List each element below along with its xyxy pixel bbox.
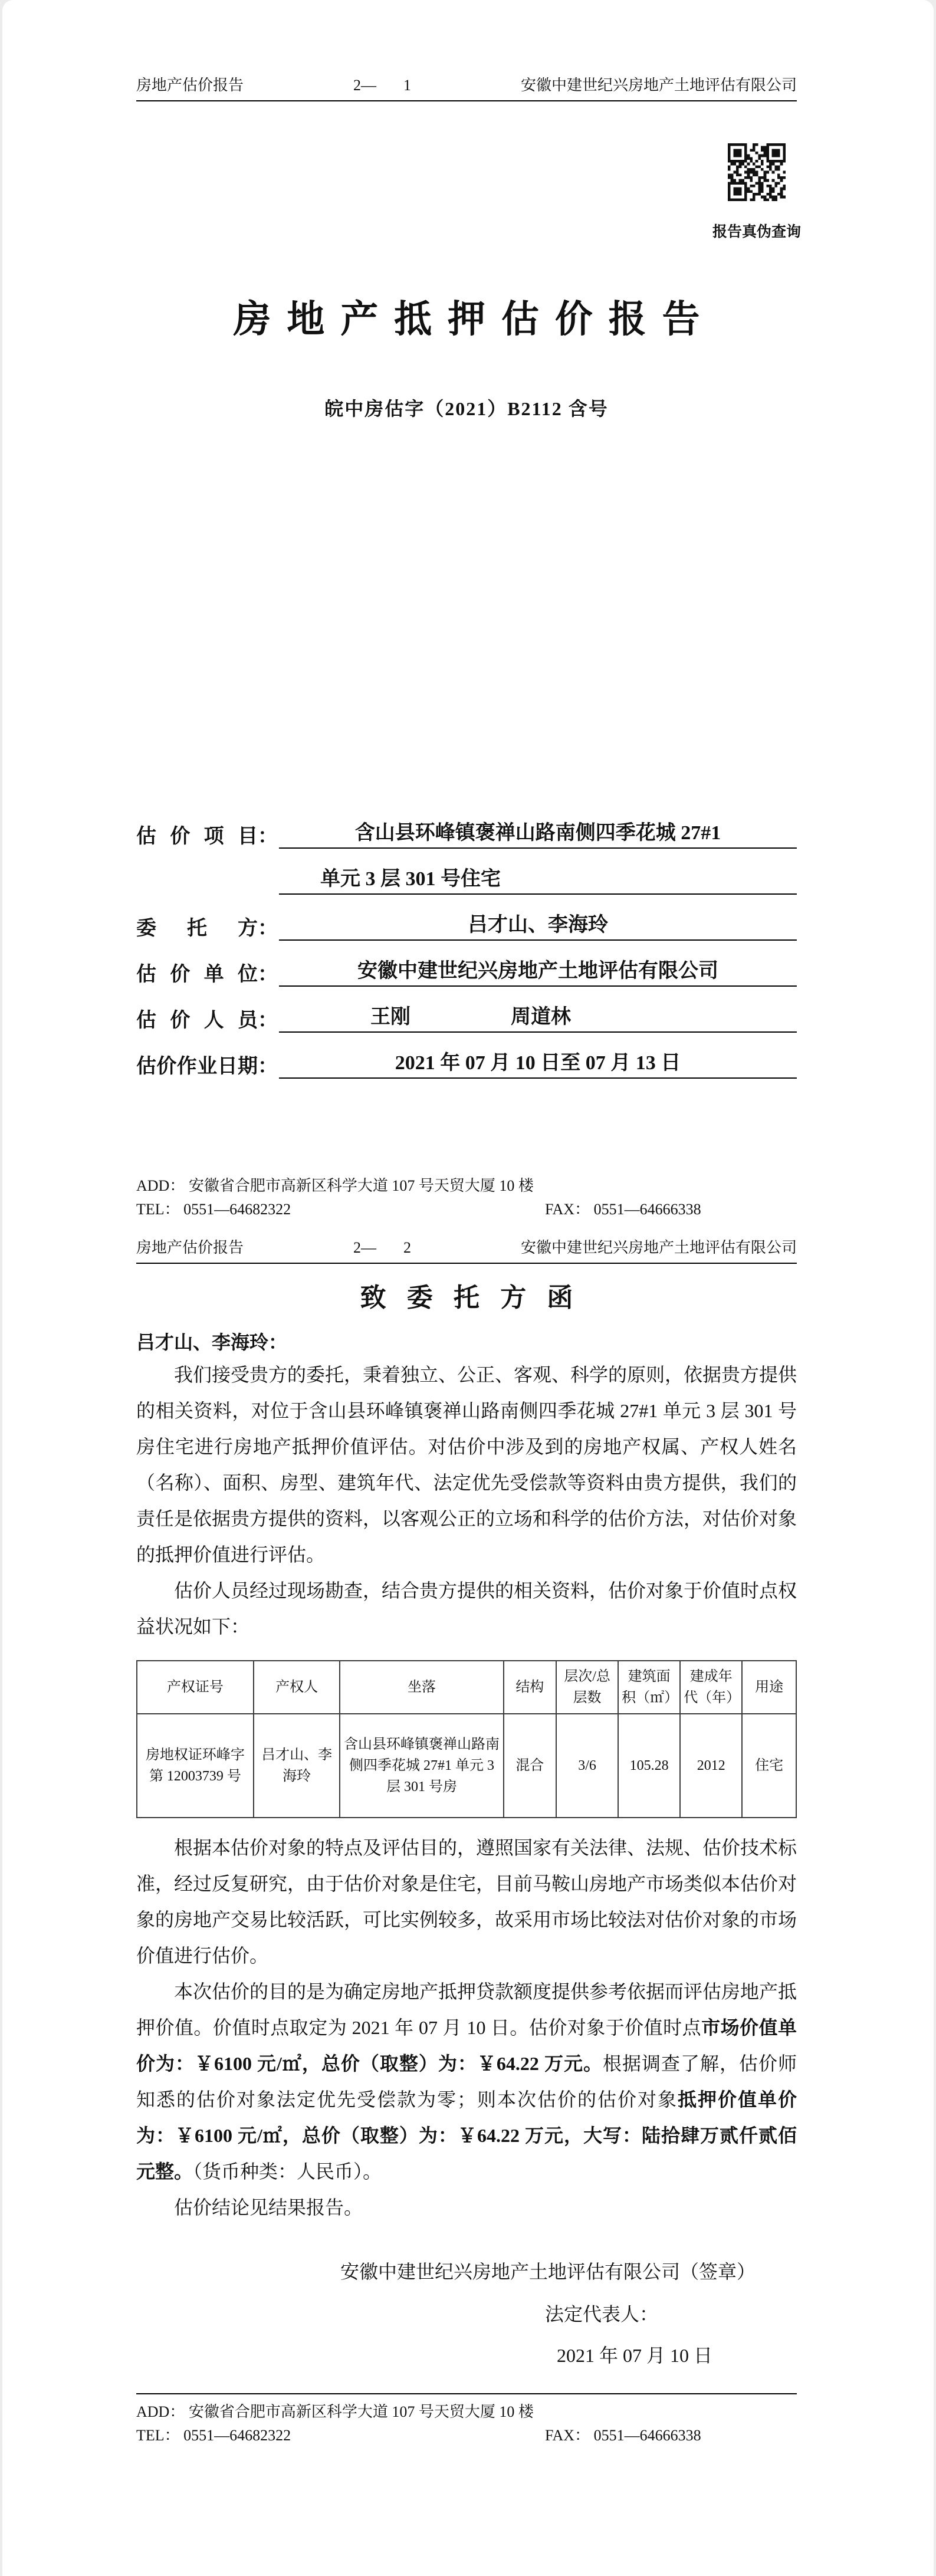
date-value: 2021 年 07 月 10 日至 07 月 13 日 [279, 1050, 797, 1079]
staff-values [279, 1004, 797, 1033]
agency-label: 估价单位 [136, 964, 258, 985]
property-rights-table [136, 1660, 797, 1818]
cell-owner: 吕才山、李海玲 [254, 1714, 340, 1818]
form-row-client [136, 895, 797, 941]
signature-block [136, 2259, 797, 2368]
paragraph-intro: 我们接受贵方的委托，秉着独立、公正、客观、科学的原则，依据贵方提供的相关资料，对位于含山县环峰镇褒禅山路南侧四季花城 27#1 单元 3 层 301 号房住宅进行房地产抵押价值评估。对估价中涉及到的房地产权属、产权人姓名（名称）、面积、房型、建筑年代、法定优先受偿款等资料由贵方提供，我们的责任是依据贵方提供的资料，以客观公正的立场和科学的估价方法，对估价对象的抵押价值进行评估。 [136, 1364, 797, 1565]
paragraph-conclusion: 估价结论见结果报告。 [174, 2197, 363, 2218]
signature-company: 安徽中建世纪兴房地产土地评估有限公司（签章） [340, 2261, 756, 2282]
result-segment-3: （货币种类：人民币）。 [193, 2161, 382, 2182]
header-page-number: 1 [403, 77, 411, 94]
header-company: 安徽中建世纪兴房地产土地评估有限公司 [520, 77, 797, 94]
col-area: 建筑面积（㎡） [618, 1661, 680, 1714]
footer-address: ADD： 安徽省合肥市高新区科学大道 107 号天贸大厦 10 楼 [136, 1177, 534, 1194]
client-value: 吕才山、李海玲 [279, 912, 797, 941]
project-label: 估价项目 [136, 826, 258, 847]
header-page-indicator [244, 1238, 521, 1258]
report-doc-number: 皖中房估字（2021）B2112 含号 [324, 398, 609, 419]
col-floor: 层次/总层数 [556, 1661, 618, 1714]
col-structure: 结构 [504, 1661, 556, 1714]
footer-address: ADD： 安徽省合肥市高新区科学大道 107 号天贸大厦 10 楼 [136, 2403, 534, 2420]
page-1 [2, 0, 934, 1230]
footer-contact-line [136, 2424, 797, 2447]
agency-label-colon: ： [258, 964, 278, 985]
col-year-built: 建成年代（年） [680, 1661, 742, 1714]
signature-legal-representative: 法定代表人： [545, 2304, 659, 2325]
page-2 [2, 1230, 934, 2576]
form-row-date [136, 1033, 797, 1079]
date-label: 估价作业日期 [136, 1056, 258, 1077]
page-1-header [136, 75, 797, 96]
staff-label: 估价人员 [136, 1010, 258, 1031]
page-1-footer [136, 1174, 797, 1221]
result-segment-2: 根据调查了解，估价师知悉的估价对象法定优先受偿款为零；则本次估价的估价对象 [136, 2053, 797, 2110]
result-segment-1: 本次估价的目的是为确定房地产抵押贷款额度提供参考依据而评估房地产抵押价值。价值时点取定为 2021 年 07 月 10 日。估价对象于价值时点 [136, 1981, 797, 2038]
header-company: 安徽中建世纪兴房地产土地评估有限公司 [520, 1239, 797, 1256]
project-value-line1: 含山县环峰镇褒禅山路南侧四季花城 27#1 [279, 820, 797, 849]
staff-label-colon: ： [258, 1010, 278, 1031]
cell-structure: 混合 [504, 1714, 556, 1818]
client-label: 委托方 [136, 918, 258, 939]
paragraph-valuation-result [136, 1974, 797, 2190]
salutation: 吕才山、李海玲： [136, 1332, 288, 1353]
signature-date: 2021 年 07 月 10 日 [557, 2345, 713, 2366]
footer-tel: TEL： 0551—64682322 [136, 1201, 291, 1218]
header-page-indicator [244, 75, 521, 96]
header-page-prefix: 2— [353, 77, 376, 94]
cell-location: 含山县环峰镇褒禅山路南侧四季花城 27#1 单元 3 层 301 号房 [340, 1714, 503, 1818]
page-2-footer [136, 2393, 797, 2447]
table-row [137, 1714, 796, 1818]
staff-name-1: 王刚 [370, 1006, 410, 1028]
result-market-value: 市场价值单价为：￥6100 元/㎡，总价（取整）为：￥64.22 万元。 [136, 2017, 797, 2074]
cell-certificate-no: 房地权证环峰字第 12003739 号 [137, 1714, 254, 1818]
col-owner: 产权人 [254, 1661, 340, 1714]
footer-tel: TEL： 0551—64682322 [136, 2427, 291, 2444]
cell-floor: 3/6 [556, 1714, 618, 1818]
header-page-prefix: 2— [353, 1239, 376, 1256]
header-doc-type: 房地产估价报告 [136, 77, 244, 94]
form-row-project [136, 803, 797, 849]
project-value-line2: 单元 3 层 301 号住宅 [279, 866, 797, 895]
document [2, 0, 934, 2576]
header-rule [136, 100, 797, 101]
col-use: 用途 [742, 1661, 796, 1714]
header-doc-type: 房地产估价报告 [136, 1239, 244, 1256]
form-row-staff [136, 987, 797, 1033]
report-title: 房地产抵押估价报告 [233, 298, 716, 340]
footer-fax: FAX： 0551—64666338 [545, 2427, 701, 2444]
qr-code-icon [728, 143, 786, 201]
footer-fax: FAX： 0551—64666338 [545, 1201, 701, 1218]
footer-contact-line [136, 1198, 797, 1221]
col-certificate-no: 产权证号 [137, 1661, 254, 1714]
header-rule [136, 1263, 797, 1264]
paragraph-method: 根据本估价对象的特点及评估目的，遵照国家有关法律、法规、估价技术标准，经过反复研究，由于估价对象是住宅，目前马鞍山房地产市场类似本估价对象的房地产交易比较活跃，可比实例较多，故采用市场比较法对估价对象的市场价值进行估价。 [136, 1837, 797, 1966]
page-2-header [136, 1238, 797, 1258]
paragraph-survey: 估价人员经过现场勘查，结合贵方提供的相关资料，估价对象于价值时点权益状况如下： [136, 1580, 797, 1637]
agency-value: 安徽中建世纪兴房地产土地评估有限公司 [279, 958, 797, 987]
header-page-number: 2 [403, 1239, 411, 1256]
result-mortgage-value: 抵押价值单价为：￥6100 元/㎡，总价（取整）为：￥64.22 万元，大写：陆拾肆万贰仟贰佰元整。 [136, 2089, 797, 2182]
qr-verification-block [708, 143, 805, 241]
project-label-colon: ： [258, 826, 278, 847]
col-location: 坐落 [340, 1661, 503, 1714]
table-header-row [137, 1661, 796, 1714]
form-row-project-continued [136, 849, 797, 895]
cell-year-built: 2012 [680, 1714, 742, 1818]
date-label-colon: ： [258, 1056, 278, 1077]
form-row-agency [136, 941, 797, 987]
client-label-colon: ： [258, 918, 278, 939]
cell-use: 住宅 [742, 1714, 796, 1818]
cover-form [136, 803, 797, 1079]
staff-name-2: 周道林 [511, 1006, 571, 1028]
letter-title: 致委托方函 [360, 1283, 594, 1312]
qr-caption: 报告真伪查询 [712, 224, 801, 240]
cell-area: 105.28 [618, 1714, 680, 1818]
